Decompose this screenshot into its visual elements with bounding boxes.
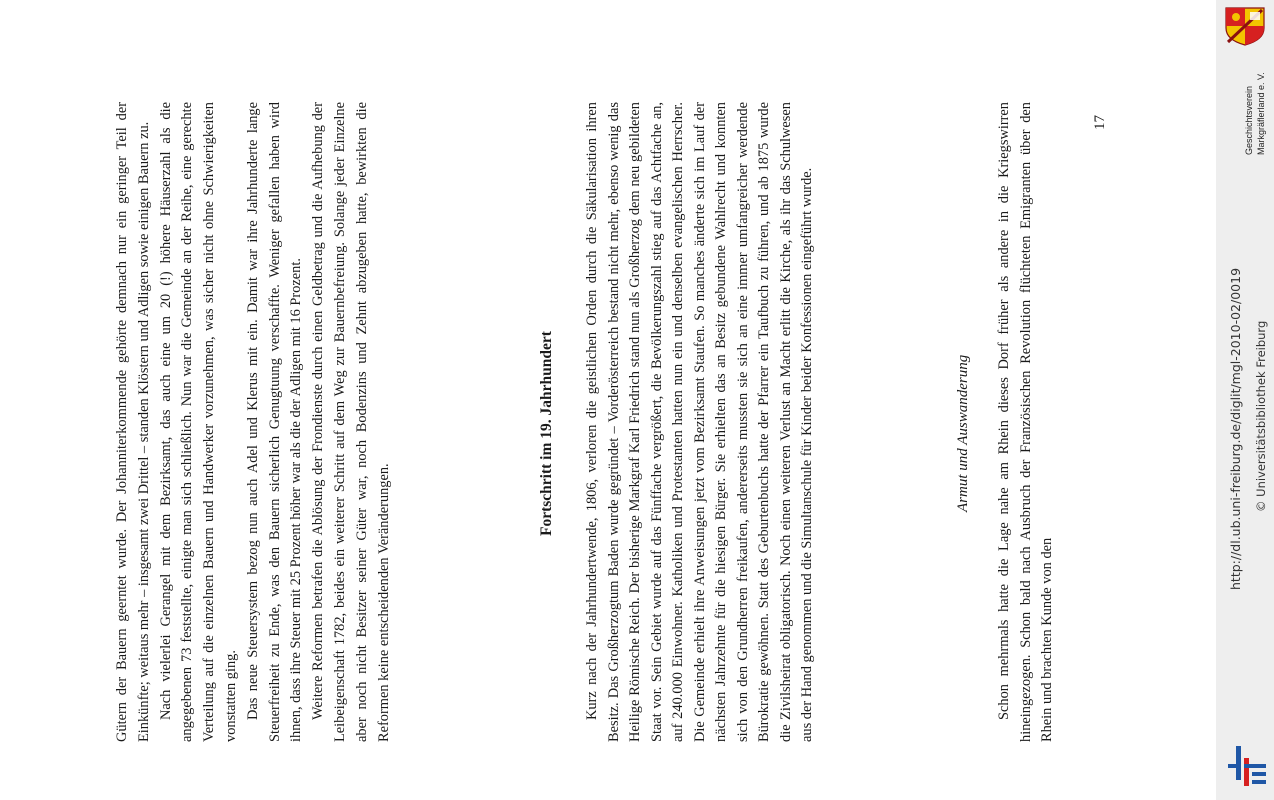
page-number: 17	[1092, 115, 1108, 130]
society-crest-icon	[1222, 6, 1268, 46]
paragraph: Nach vielerlei Gerangel mit dem Bezirksamt, das auch eine um 20 (!) höhere Häuserzahl als die angegebenen 73 feststellte, einigte man sich schließlich. Nun war die Gemeinde an der Reihe, eine gerechte Verteilung auf die einzelnen Bauern und Handwerker vorzunehmen, was sicher nicht ohne Schwierigkeiten vonstatten ging.	[157, 102, 239, 742]
text-block-top	[112, 102, 395, 742]
paragraph: Gütern der Bauern geerntet wurde. Der Johanniterkommende gehörte demnach nur ein geringer Teil der Einkünfte; weitaus mehr – insgesamt zwei Drittel – standen Klöstern und Adligen sowie einigen Bauern zu.	[114, 102, 152, 742]
section-heading: Fortschritt im 19. Jahrhundert	[538, 331, 555, 536]
paragraph: Kurz nach der Jahrhundertwende, 1806, verloren die geistlichen Orden durch die Säkularisation ihren Besitz. Das Großherzogtum Baden wurde gegründet – Vorderösterreich bestand nicht mehr, ebenso wenig das Heilige Römische Reich. Der bisherige Markgraf Karl Friedrich stand nun als Großherzog dem neu gebildeten Staat vor. Sein Gebiet wurde auf das Fünffache vergrößert, die Bevölkerungszahl stieg auf das Achtfache an, auf 240.000 Einwohner. Katholiken und Protestanten hatten nun ein und denselben evangelischen Herrscher. Die Gemeinde erhielt ihre Anweisungen jetzt vom Bezirksamt Staufen. So manches änderte sich im Lauf der nächsten Jahrzehnte für die hiesigen Bürger. Sie erhielten das an Besitz gebundene Wahlrecht und konnten sich von den Grundherren freikaufen, andererseits mussten sie sich an eine immer umfangreicher werdende Bürokratie gewöhnen. Statt des Geburtenbuchs hatte der Pfarrer ein Taufbuch zu führen, und ab 1875 wurde die Zivilsheirat obligatorisch. Noch einen weiteren Verlust an Macht erlitt die Kirche, als ihr das Schulwesen aus der Hand genommen und die Simultanschule für Kinder beider Konfessionen eingeführt wurde.	[584, 102, 815, 742]
document-url[interactable]: http://dl.ub.uni-freiburg.de/diglit/mgl-2010-02/0019	[1228, 267, 1243, 590]
society-name-line2: Markgräflerland e. V.	[1256, 72, 1266, 155]
section-subheading: Armut und Auswanderung	[955, 354, 971, 512]
society-name-line1: Geschichtsverein	[1244, 85, 1254, 155]
paragraph: Weitere Reformen betrafen die Ablösung der Frondienste durch einen Geldbetrag und die Aufhebung der Leibeigenschaft 1782, beides ein weiterer Schritt auf dem Weg zur Bauernbefreiung. Solange jeder Einzelne aber noch nicht Besitzer seiner Güter war, noch Bodenzins und Zehnt abzugeben hatte, bewirkten die Reformen keine entscheidenden Veränderungen.	[310, 102, 392, 742]
text-block-bottom	[994, 102, 1059, 742]
copyright-notice: © Universitätsbibliothek Freiburg	[1254, 320, 1268, 512]
paragraph: Das neue Steuersystem bezog nun auch Adel und Klerus mit ein. Damit war ihre Jahrhunderte lange Steuerfreiheit zu Ende, was den Bauern sicherlich Genugtuung verschaffte. Weniger gefallen haben wird ihnen, dass ihre Steuer mit 25 Prozent höher war als die der Adligen mit 16 Prozent.	[244, 102, 305, 742]
text-block-middle	[582, 102, 819, 742]
paragraph: Schon mehrmals hatte die Lage nahe am Rhein dieses Dorf früher als andere in die Kriegswirren hineingezogen. Schon bald nach Ausbruch der Französischen Revolution flüchteten Emigranten über den Rhein und brachten Kunde von den	[996, 102, 1055, 742]
ub-freiburg-logo-icon	[1226, 744, 1268, 790]
